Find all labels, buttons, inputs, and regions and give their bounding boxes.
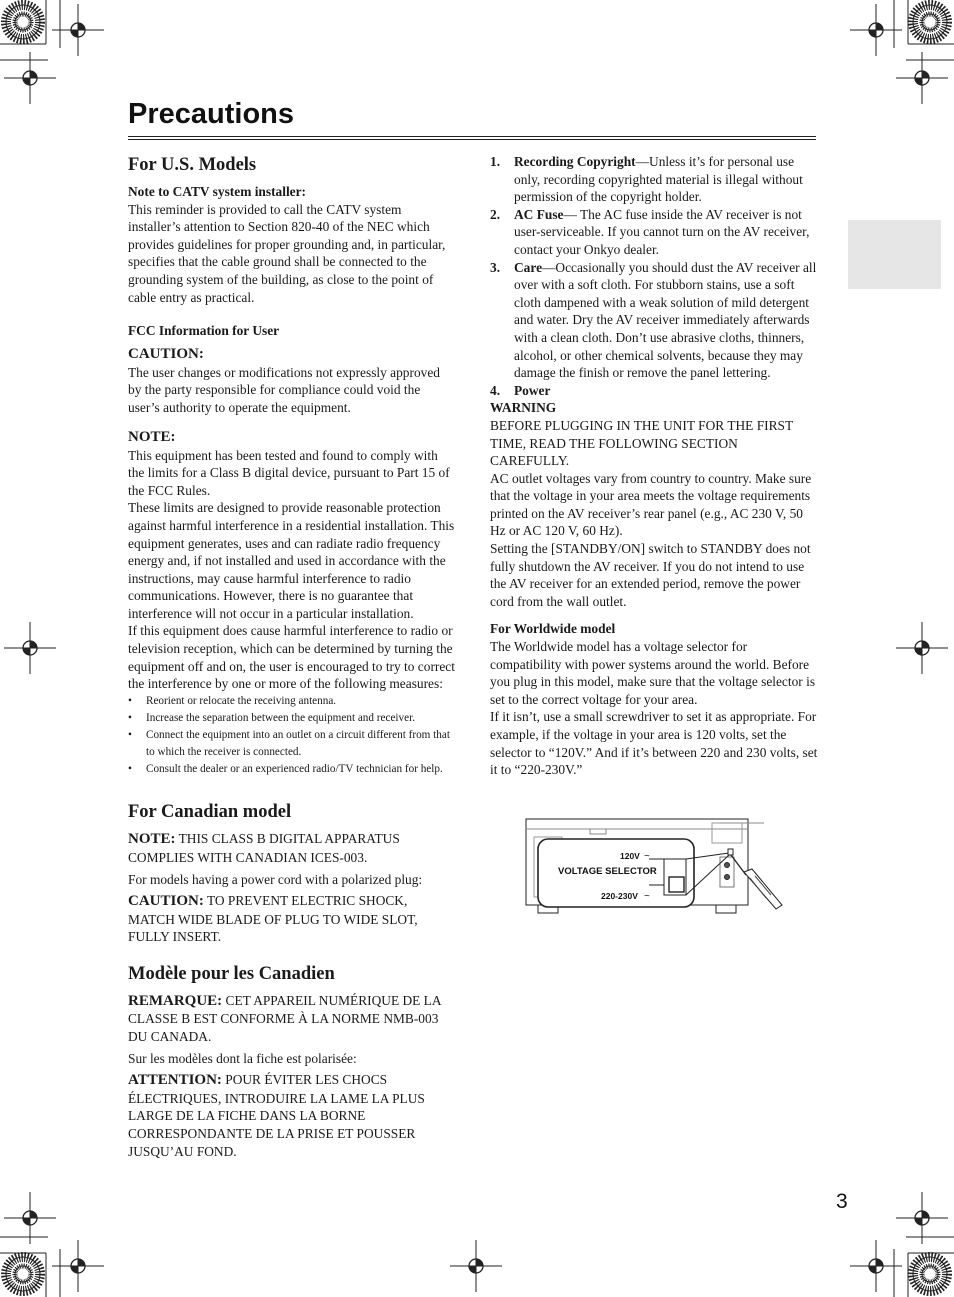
canada-note-text: THIS CLASS B DIGITAL APPARATUS COMPLIES WITH CANADIAN ICES-003. xyxy=(128,831,400,865)
canada-fr-attention-text: POUR ÉVITER LES CHOCS ÉLECTRIQUES, INTRODUIRE LA LAME LA PLUS LARGE DE LA FICHE DANS LA BORNE CORRESPONDANTE DE LA PRISE ET POUSSER JUSQU’AU FOND. xyxy=(128,1072,425,1159)
power-warning-label: WARNING xyxy=(490,400,557,416)
voltage-selector-illustration xyxy=(524,815,786,917)
section-tab xyxy=(848,220,941,289)
list-item: • Reorient or relocate the receiving antenna. xyxy=(128,693,455,710)
title-rule-secondary xyxy=(128,139,816,140)
canada-note xyxy=(128,830,455,866)
canada-fr-plug-text: Sur les modèles dont la fiche est polarisée: xyxy=(128,1050,357,1066)
item-number: 1. xyxy=(490,154,501,169)
power-p1: AC outlet voltages vary from country to country. Make sure that the voltage in your area meets the voltage requirements printed on the AV receiver’s rear panel (e.g., AC 230 V, 50 Hz or AC 120 V, 60 Hz). xyxy=(490,470,812,539)
voltage-selector-label: VOLTAGE SELECTOR xyxy=(558,866,657,877)
canada-fr-attention xyxy=(128,1071,455,1160)
item-number: 2. xyxy=(490,206,501,222)
worldwide-p1: The Worldwide model has a voltage selector for compatibility with power systems around the world. Before you plug in this model, make sure that the voltage selector is set to the correct voltage for your area. xyxy=(490,639,816,707)
list-item: • Consult the dealer or an experienced radio/TV technician for help. xyxy=(128,761,455,778)
us-caution-label: CAUTION: xyxy=(128,345,204,362)
ac-tilde-icon: ~ xyxy=(644,891,650,902)
page-number: 3 xyxy=(836,1190,848,1213)
worldwide-p2: If it isn’t, use a small screwdriver to set it as appropriate. For example, if the voltage in your area is 120 volts, set the selector to “120V.” And if it’s between 220 and 230 volts, set it to “220-230V.” xyxy=(490,709,818,778)
us-caution-text: The user changes or modifications not expressly approved by the party responsible for compliance could void the user’s authority to operate the equipment. xyxy=(128,364,440,415)
corner-rosette-icon xyxy=(6,5,40,39)
canada-fr-heading: Modèle pour les Canadien xyxy=(128,963,335,984)
measures-list xyxy=(128,693,455,778)
item-title: Care xyxy=(514,259,543,275)
canada-caution-label: CAUTION: xyxy=(128,893,204,910)
page-title: Precautions xyxy=(128,98,294,130)
fcc-title: FCC Information for User xyxy=(128,323,280,339)
item-number: 4. xyxy=(490,382,501,398)
catv-title: Note to CATV system installer: xyxy=(128,184,307,199)
canada-fr-attention-label: ATTENTION: xyxy=(128,1072,222,1089)
canada-caution xyxy=(128,892,455,946)
list-item xyxy=(490,206,818,259)
item-title: Recording Copyright xyxy=(514,154,636,169)
right-column xyxy=(490,153,818,779)
catv-text: This reminder is provided to call the CATV system installer’s attention to Section 820-40 of the NEC which provides guidelines for proper grounding and, in particular, specifies that the cable ground shall be connected to the grounding system of the building, as close to the point of cable entry as practical. xyxy=(128,201,446,305)
list-item: • Connect the equipment into an outlet on a circuit different from that to which the receiver is connected. xyxy=(128,727,455,761)
list-item: • Increase the separation between the equipment and receiver. xyxy=(128,710,455,727)
item-title: Power xyxy=(514,382,551,398)
us-note-label: NOTE: xyxy=(128,428,176,445)
item-text: — The AC fuse inside the AV receiver is not user-serviceable. If you cannot turn on the AV receiver, contact your Onkyo dealer. xyxy=(514,206,810,257)
canada-note-label: NOTE: xyxy=(128,831,176,848)
canada-fr-remark-text: CET APPAREIL NUMÉRIQUE DE LA CLASSE B EST CONFORME À LA NORME NMB-003 DU CANADA. xyxy=(128,992,441,1045)
worldwide-title: For Worldwide model xyxy=(490,621,616,637)
precaution-list xyxy=(490,153,818,399)
corner-rosette-icon xyxy=(6,1257,40,1291)
power-warning-text: BEFORE PLUGGING IN THE UNIT FOR THE FIRST TIME, READ THE FOLLOWING SECTION CAREFULLY. xyxy=(490,417,793,469)
list-item xyxy=(490,382,818,400)
ac-tilde-icon: ~ xyxy=(644,851,650,862)
item-text: —Occasionally you should dust the AV receiver all over with a soft cloth. For stubborn stains, use a soft cloth dampened with a weak solution of mild detergent and water. Dry the AV receiver immediately afterwards with a clean cloth. Don’t use abrasive cloths, thinners, alcohol, or other chemical solvents, because they may damage the finish or remove the panel lettering. xyxy=(514,259,817,381)
canada-fr-remark xyxy=(128,992,455,1046)
item-text: —Unless it’s for personal use only, recording copyrighted material is illegal without permission of the copyright holder. xyxy=(514,154,803,205)
corner-rosette-icon xyxy=(913,1257,947,1291)
us-heading: For U.S. Models xyxy=(128,155,257,175)
item-number: 3. xyxy=(490,259,501,275)
corner-rosette-icon xyxy=(913,5,947,39)
us-note-p2: These limits are designed to provide reasonable protection against harmful interference in a residential installation. This equipment generates, uses and can radiate radio frequency energy and, if not installed and used in accordance with the instructions, may cause harmful interference to radio communications. However, there is no guarantee that interference will not occur in a particular installation. xyxy=(128,500,455,621)
canada-plug-text: For models having a power cord with a polarized plug: xyxy=(128,871,423,887)
title-rule xyxy=(128,136,816,137)
left-column xyxy=(128,153,455,1160)
us-note-p1: This equipment has been tested and found to comply with the limits for a Class B digital device, pursuant to Part 15 of the FCC Rules. xyxy=(128,447,450,498)
canada-caution-text: TO PREVENT ELECTRIC SHOCK, MATCH WIDE BLADE OF PLUG TO WIDE SLOT, FULLY INSERT. xyxy=(128,893,418,945)
list-item xyxy=(490,259,818,382)
voltage-120-label: 120V xyxy=(620,851,640,861)
us-note-p3: If this equipment does cause harmful interference to radio or television reception, which can be determined by turning the equipment off and on, the user is encouraged to try to correct the interference by one or more of the following measures: xyxy=(128,623,455,692)
voltage-220-label: 220-230V xyxy=(601,891,638,901)
power-p2: Setting the [STANDBY/ON] switch to STANDBY does not fully shutdown the AV receiver. If you do not intend to use the AV receiver for an extended period, remove the power cord from the wall outlet. xyxy=(490,541,811,609)
list-item xyxy=(490,153,818,206)
item-title: AC Fuse xyxy=(514,206,564,222)
canada-heading: For Canadian model xyxy=(128,802,292,823)
canada-fr-remark-label: REMARQUE: xyxy=(128,992,223,1009)
